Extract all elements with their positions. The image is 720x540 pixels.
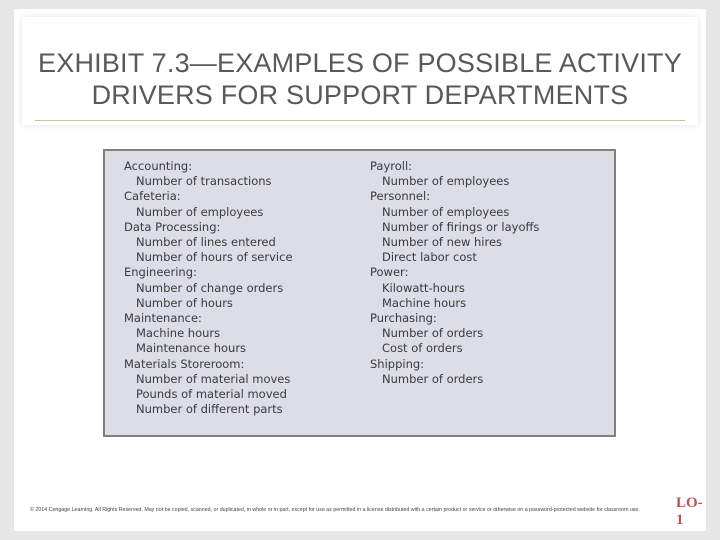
department-heading: Materials Storeroom: (124, 356, 245, 371)
slide (14, 9, 706, 531)
slide-title: EXHIBIT 7.3—EXAMPLES OF POSSIBLE ACTIVITY DRIVERS FOR SUPPORT DEPARTMENTS (38, 48, 682, 110)
department-heading: Accounting: (124, 159, 193, 173)
driver-item: Number of different parts (136, 402, 283, 417)
department-heading: Power: (370, 265, 409, 280)
exhibit-left-column (124, 159, 293, 417)
driver-item: Machine hours (136, 326, 221, 341)
driver-item: Number of hours of service (136, 250, 293, 265)
department-heading: Engineering: (124, 265, 197, 280)
driver-item: Kilowatt-hours (382, 280, 465, 295)
driver-item: Number of transactions (136, 174, 272, 189)
department-heading: Maintenance: (124, 311, 202, 326)
driver-item: Number of change orders (136, 280, 284, 295)
driver-item: Number of new hires (382, 235, 503, 250)
driver-item: Maintenance hours (136, 341, 247, 356)
driver-item: Number of firings or layoffs (382, 219, 540, 234)
department-heading: Data Processing: (124, 219, 221, 234)
driver-item: Number of orders (382, 371, 484, 386)
copyright-notice: © 2014 Cengage Learning. All Rights Reserved. May not be copied, scanned, or duplicated, in whole or in part, except for use as permitted in a license distributed with a certain product or service or otherwise on a password-protected website for classroom use. (30, 507, 640, 513)
driver-item: Machine hours (382, 295, 467, 310)
learning-objective-label: LO-1 (676, 495, 703, 528)
driver-item: Number of orders (382, 326, 484, 341)
department-heading: Payroll: (370, 159, 413, 173)
exhibit-figure (103, 149, 616, 437)
driver-item: Cost of orders (382, 341, 463, 356)
exhibit-right-column (370, 159, 539, 387)
title-divider (35, 120, 685, 121)
department-heading: Purchasing: (370, 311, 437, 326)
department-heading: Personnel: (370, 189, 431, 204)
driver-item: Number of employees (382, 174, 510, 189)
driver-item: Number of employees (382, 204, 510, 219)
driver-item: Number of material moves (136, 371, 291, 386)
driver-item: Pounds of material moved (136, 387, 287, 402)
driver-item: Number of hours (136, 295, 233, 310)
driver-item: Direct labor cost (382, 250, 477, 265)
department-heading: Cafeteria: (124, 189, 181, 204)
title-band (22, 17, 698, 125)
driver-item: Number of employees (136, 204, 264, 219)
department-heading: Shipping: (370, 356, 425, 371)
driver-item: Number of lines entered (136, 235, 276, 250)
